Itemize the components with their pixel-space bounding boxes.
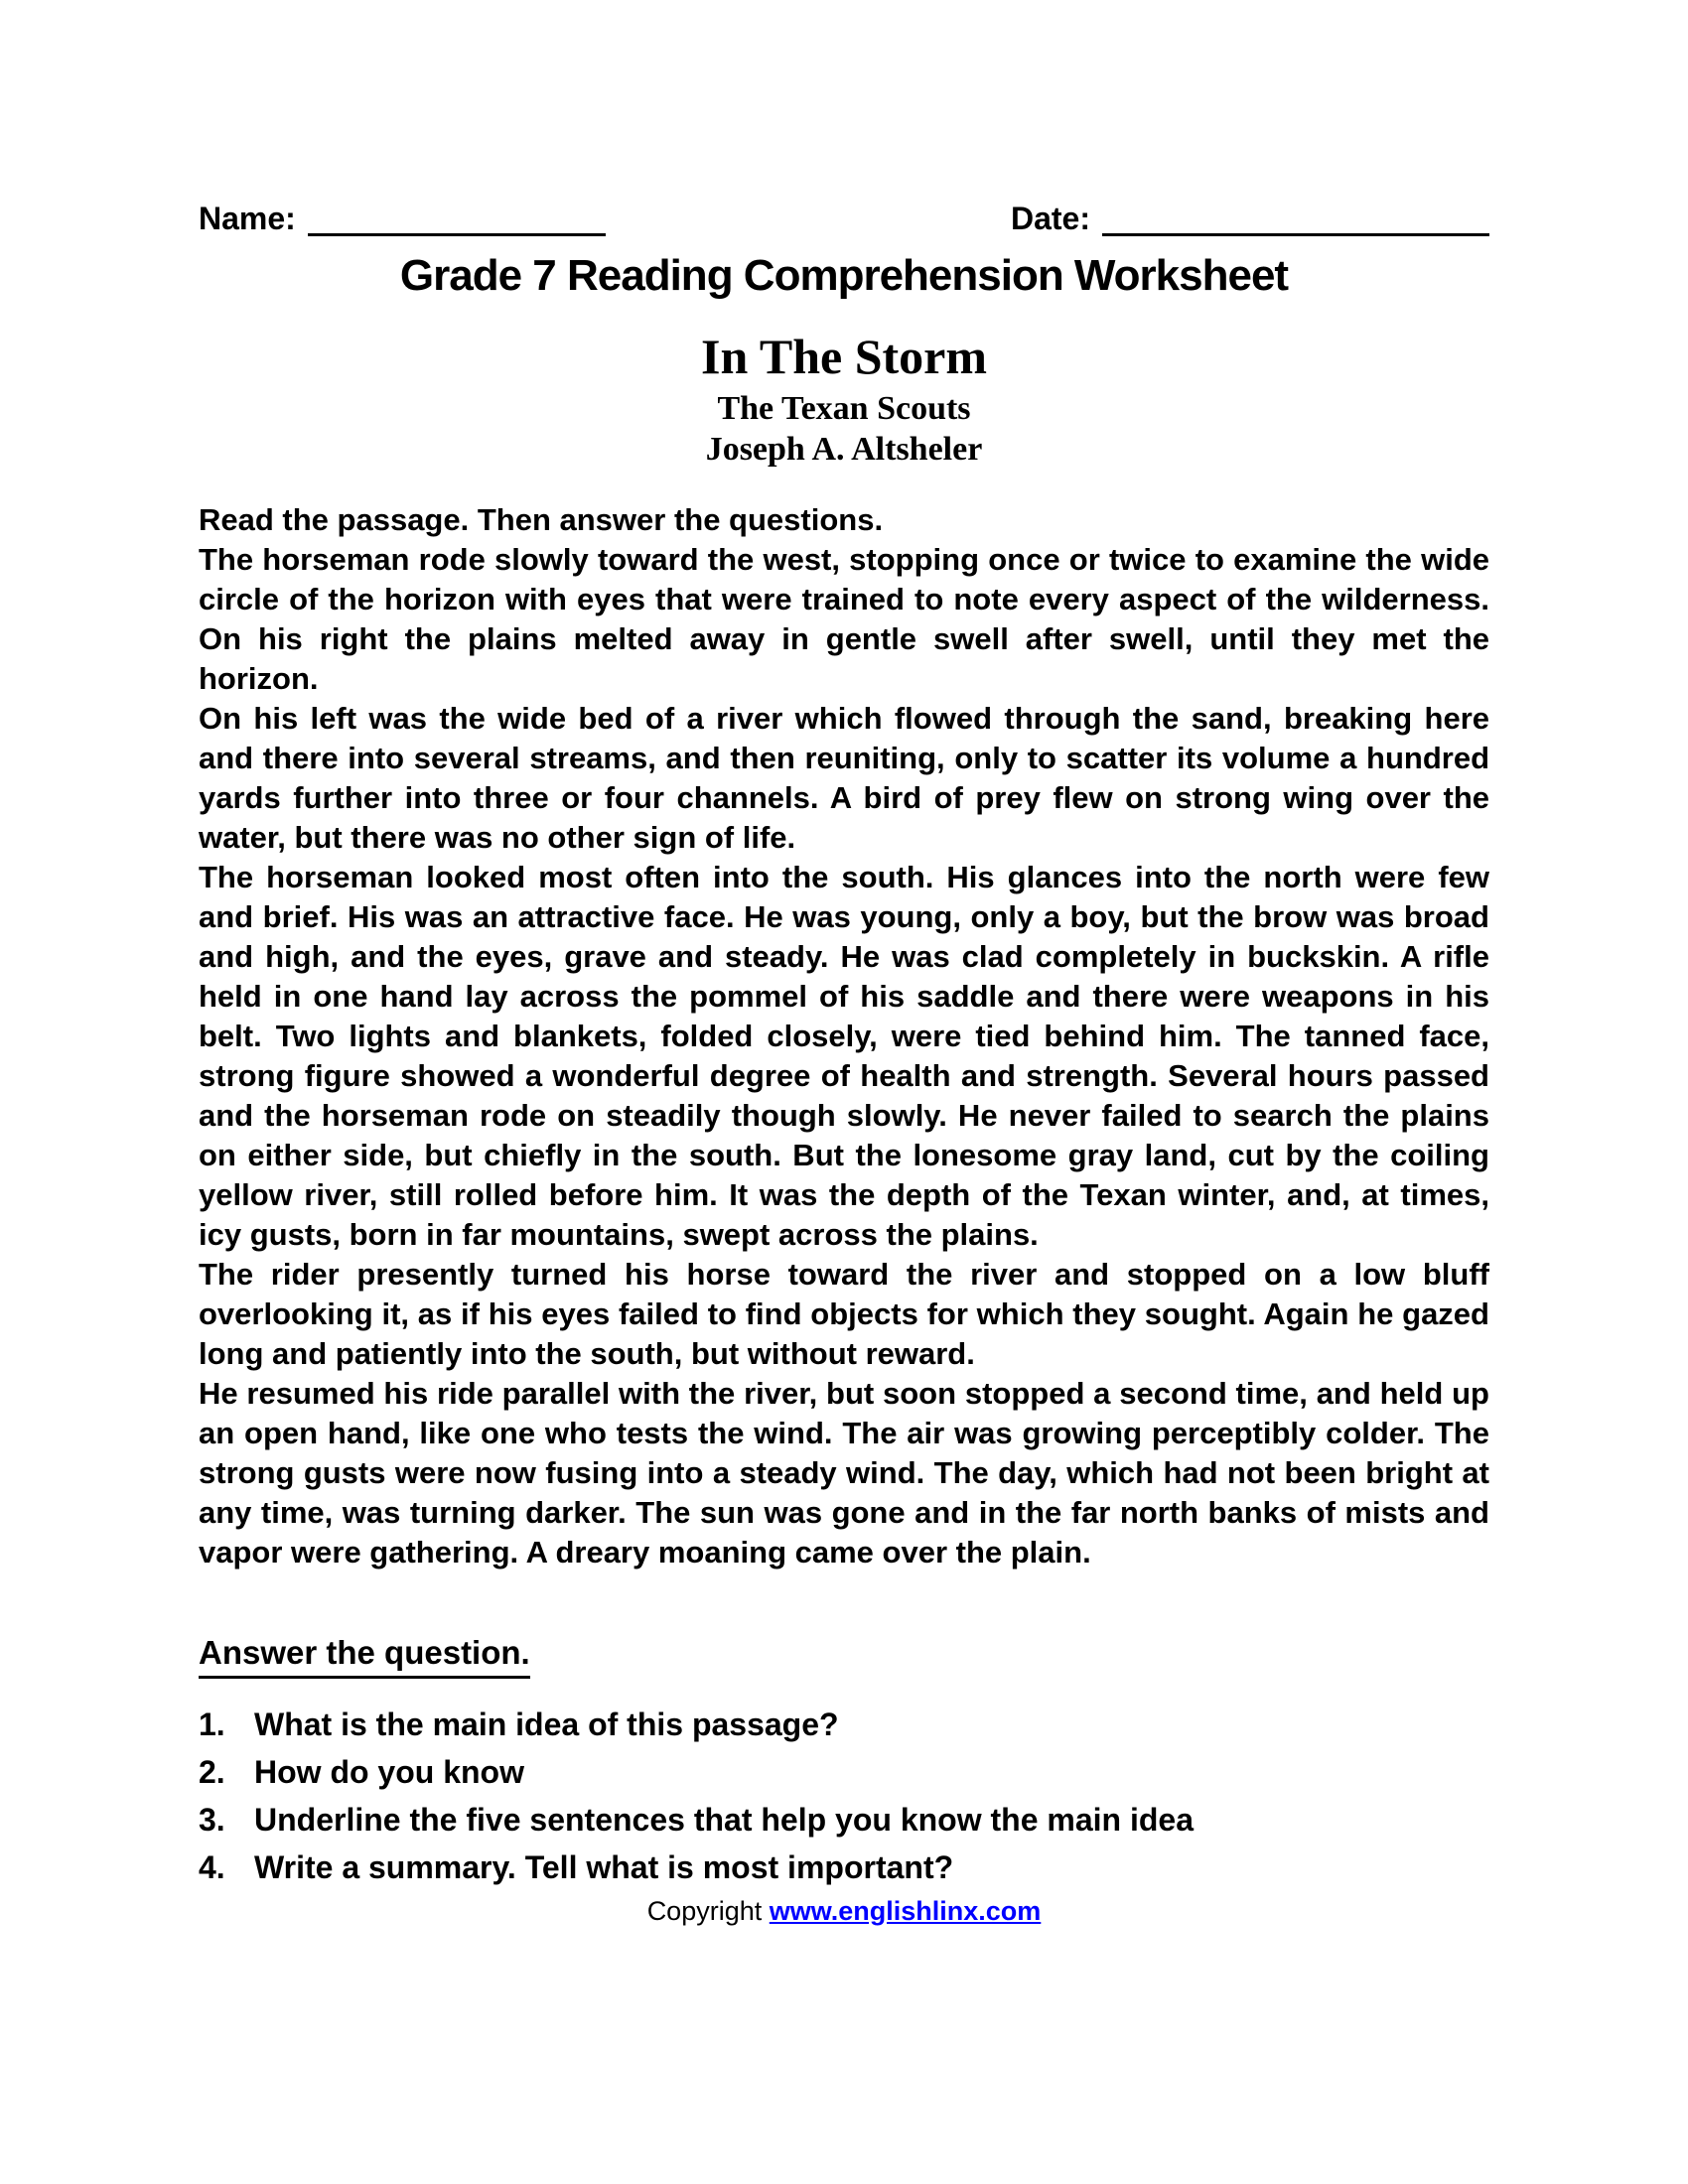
- name-blank-line: [308, 204, 606, 236]
- question-item: [199, 1800, 1489, 1840]
- passage: [199, 540, 1489, 1572]
- story-title: In The Storm: [700, 328, 987, 384]
- worksheet-heading: Grade 7 Reading Comprehension Worksheet: [399, 251, 1289, 300]
- passage-paragraph: On his left was the wide bed of a river which flowed through the sand, breaking here and there into several streams, and then reuniting, only to scatter its volume a hundred yards further into three or four channels. A bird of prey flew on strong wing over the water, but there was no other sign of life.: [199, 700, 1489, 855]
- date-blank-line: [1102, 204, 1489, 236]
- title-block: [199, 329, 1489, 471]
- passage-paragraph: The horseman rode slowly toward the west, stopping once or twice to examine the wide circle of the horizon with eyes that were trained to note every aspect of the wilderness. On his right the plains melted away in gentle swell after swell, until they met the horizon.: [199, 541, 1489, 696]
- header-row: [199, 201, 1489, 236]
- instructions-text: Read the passage. Then answer the questions.: [199, 501, 884, 537]
- question-item: [199, 1705, 1489, 1744]
- question-number: 2.: [199, 1753, 225, 1790]
- question-text: What is the main idea of this passage?: [254, 1706, 839, 1742]
- name-field: [199, 201, 606, 236]
- date-field: [1011, 201, 1489, 236]
- copyright-link[interactable]: www.englishlinx.com: [769, 1895, 1042, 1926]
- name-label: Name:: [199, 201, 296, 236]
- question-text: How do you know: [254, 1753, 524, 1790]
- question-item: [199, 1752, 1489, 1792]
- question-item: [199, 1847, 1489, 1887]
- story-author: Joseph A. Altsheler: [705, 431, 983, 469]
- question-number: 4.: [199, 1848, 225, 1885]
- question-number: 3.: [199, 1801, 225, 1838]
- questions-heading-wrap: [199, 1632, 1489, 1679]
- questions-heading: Answer the question.: [199, 1632, 530, 1679]
- question-text: Write a summary. Tell what is most important?: [254, 1848, 954, 1885]
- story-book-title: The Texan Scouts: [717, 390, 971, 428]
- passage-paragraph: The horseman looked most often into the south. His glances into the north were few and brief. His was an attractive face. He was young, only a boy, but the brow was broad and high, and the eyes, grave and steady. He was clad completely in buckskin. A rifle held in one hand lay across the pommel of his saddle and there were weapons in his belt. Two lights and blankets, folded closely, were tied behind him. The tanned face, strong figure showed a wonderful degree of health and strength. Several hours passed and the horseman rode on steadily though slowly. He never failed to search the plains on either side, but chiefly in the south. But the lonesome gray land, cut by the coiling yellow river, still rolled before him. It was the depth of the Texan winter, and, at times, icy gusts, born in far mountains, swept across the plains.: [199, 859, 1489, 1252]
- copyright-line: [199, 1895, 1489, 1927]
- passage-paragraph: He resumed his ride parallel with the river, but soon stopped a second time, and held up an open hand, like one who tests the wind. The air was growing perceptibly colder. The strong gusts were now fusing into a steady wind. The day, which had not been bright at any time, was turning darker. The sun was gone and in the far north banks of mists and vapor were gathering. A dreary moaning came over the plain.: [199, 1375, 1489, 1570]
- copyright-label: Copyright: [646, 1895, 763, 1926]
- questions-list: [199, 1705, 1489, 1887]
- date-label: Date:: [1010, 201, 1090, 236]
- question-text: Underline the five sentences that help you know the main idea: [254, 1801, 1194, 1838]
- passage-paragraph: The rider presently turned his horse toward the river and stopped on a low bluff overlooking it, as if his eyes failed to find objects for which they sought. Again he gazed long and patiently into the south, but without reward.: [199, 1256, 1489, 1371]
- question-number: 1.: [199, 1706, 225, 1742]
